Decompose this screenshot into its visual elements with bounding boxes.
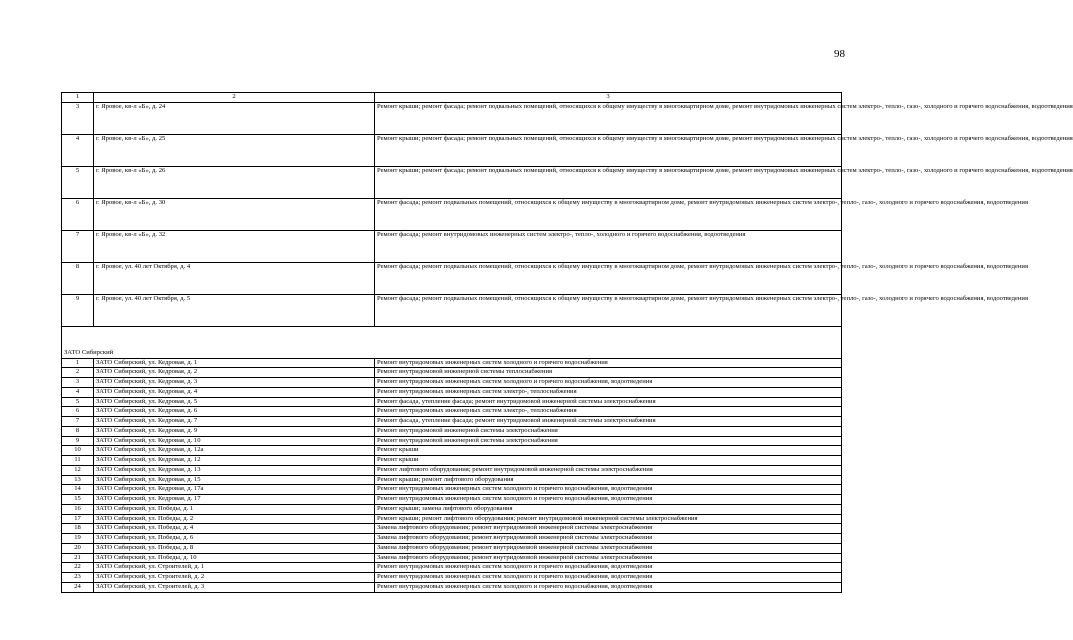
- table-row: [62, 582, 842, 592]
- table-body: [62, 93, 1073, 593]
- row-address: ЗАТО Сибирский, ул. Победы, д. 2: [94, 514, 375, 524]
- row-number: 18: [62, 524, 94, 534]
- row-number: 11: [62, 456, 94, 466]
- section-row: [62, 326, 842, 358]
- row-work: Ремонт внутридомовой инженерной системы электроснабжения: [375, 436, 842, 446]
- row-work: Ремонт внутридомовой инженерной системы электроснабжения: [375, 426, 842, 436]
- row-address: ЗАТО Сибирский, ул. Победы, д. 4: [94, 524, 375, 534]
- row-work: Ремонт внутридомовых инженерных систем холодного и горячего водоснабжения, водоотведения: [375, 485, 842, 495]
- table-row: [62, 446, 842, 456]
- table-row: [62, 198, 842, 230]
- row-work: Ремонт внутридомовых инженерных систем холодного и горячего водоснабжения, водоотведения: [375, 582, 842, 592]
- row-work: Ремонт крыши; замена лифтового оборудования: [375, 504, 842, 514]
- row-number: 15: [62, 495, 94, 505]
- header-cell-3: 3: [375, 93, 842, 103]
- row-number: 7: [62, 417, 94, 427]
- row-work: Ремонт крыши: [375, 446, 842, 456]
- row-number: 5: [62, 166, 94, 198]
- row-address: ЗАТО Сибирский, ул. Кедровая, д. 6: [94, 407, 375, 417]
- row-number: 3: [62, 102, 94, 134]
- section-title: ЗАТО Сибирский: [62, 326, 842, 358]
- row-work: Ремонт крыши; ремонт фасада; ремонт подвальных помещений, относящихся к общему имуществу в многоквартирном доме, ремонт внутридомовых инженерных систем электро-, тепло-, газо-, холодного и горячего водоснабжения, водоотведения: [375, 166, 842, 198]
- row-work: Ремонт крыши; ремонт лифтового оборудования; ремонт внутридомовой инженерной системы электроснабжения: [375, 514, 842, 524]
- table-row: [62, 563, 842, 573]
- row-work: Ремонт крыши: [375, 456, 842, 466]
- row-address: ЗАТО Сибирский, ул. Победы, д. 8: [94, 543, 375, 553]
- row-work: Замена лифтового оборудования; ремонт внутридомовой инженерной системы электроснабжения: [375, 534, 842, 544]
- row-work: Ремонт фасада; ремонт подвальных помещений, относящихся к общему имуществу в многоквартирном доме, ремонт внутридомовых инженерных систем электро-, тепло-, газо-, холодного и горячего водоснабжения, водоотведения: [375, 294, 842, 326]
- row-address: г. Яровое, ул. 40 лет Октября, д. 5: [94, 294, 375, 326]
- table-row: [62, 504, 842, 514]
- table-row: [62, 368, 842, 378]
- row-work: Ремонт внутридомовых инженерных систем холодного и горячего водоснабжения, водоотведения: [375, 378, 842, 388]
- row-number: 16: [62, 504, 94, 514]
- row-address: ЗАТО Сибирский, ул. Строителей, д. 1: [94, 563, 375, 573]
- table-row: [62, 553, 842, 563]
- table-row: [62, 485, 842, 495]
- header-row: [62, 93, 842, 103]
- row-number: 17: [62, 514, 94, 524]
- row-work: Ремонт фасада; ремонт подвальных помещений, относящихся к общему имуществу в многоквартирном доме, ремонт внутридомовых инженерных систем электро-, тепло-, газо-, холодного и горячего водоснабжения, водоотведения: [375, 262, 842, 294]
- table-row: [62, 166, 842, 198]
- row-work: Ремонт внутридомовой инженерной системы теплоснабжения: [375, 368, 842, 378]
- row-work: Ремонт крыши; ремонт лифтового оборудования: [375, 475, 842, 485]
- row-address: ЗАТО Сибирский, ул. Кедровая, д. 13: [94, 465, 375, 475]
- table-row: [62, 524, 842, 534]
- row-address: ЗАТО Сибирский, ул. Кедровая, д. 1: [94, 358, 375, 368]
- table-row: [62, 426, 842, 436]
- table-row: [62, 514, 842, 524]
- row-work: Замена лифтового оборудования; ремонт внутридомовой инженерной системы электроснабжения: [375, 553, 842, 563]
- row-number: 7: [62, 230, 94, 262]
- row-number: 9: [62, 436, 94, 446]
- row-number: 13: [62, 475, 94, 485]
- row-number: 4: [62, 387, 94, 397]
- repair-table: [61, 92, 1073, 593]
- row-work: Ремонт фасада, утепление фасада; ремонт внутридомовой инженерной системы электроснабжения: [375, 417, 842, 427]
- row-number: 14: [62, 485, 94, 495]
- row-number: 5: [62, 397, 94, 407]
- page-number: 98: [834, 48, 845, 60]
- row-number: 6: [62, 407, 94, 417]
- row-number: 22: [62, 563, 94, 573]
- row-address: ЗАТО Сибирский, ул. Кедровая, д. 17а: [94, 485, 375, 495]
- row-work: Ремонт внутридомовых инженерных систем электро-, теплоснабжения: [375, 387, 842, 397]
- row-address: ЗАТО Сибирский, ул. Кедровая, д. 9: [94, 426, 375, 436]
- row-work: Замена лифтового оборудования; ремонт внутридомовой инженерной системы электроснабжения: [375, 524, 842, 534]
- table-row: [62, 358, 842, 368]
- table-row: [62, 230, 842, 262]
- table-row: [62, 407, 842, 417]
- row-number: 1: [62, 358, 94, 368]
- table-row: [62, 387, 842, 397]
- row-work: Ремонт фасада; ремонт подвальных помещений, относящихся к общему имуществу в многоквартирном доме, ремонт внутридомовых инженерных систем электро-, тепло-, газо-, холодного и горячего водоснабжения, водоотведения: [375, 198, 842, 230]
- row-work: Ремонт лифтового оборудования; ремонт внутридомовой инженерной системы электроснабжения: [375, 465, 842, 475]
- header-cell-1: 1: [62, 93, 94, 103]
- table-row: [62, 465, 842, 475]
- table-row: [62, 134, 842, 166]
- row-address: ЗАТО Сибирский, ул. Кедровая, д. 12а: [94, 446, 375, 456]
- row-number: 6: [62, 198, 94, 230]
- row-address: ЗАТО Сибирский, ул. Кедровая, д. 4: [94, 387, 375, 397]
- row-number: 20: [62, 543, 94, 553]
- table-row: [62, 294, 842, 326]
- table-row: [62, 436, 842, 446]
- row-address: ЗАТО Сибирский, ул. Кедровая, д. 3: [94, 378, 375, 388]
- row-address: ЗАТО Сибирский, ул. Кедровая, д. 2: [94, 368, 375, 378]
- row-number: 8: [62, 426, 94, 436]
- row-work: Ремонт внутридомовых инженерных систем холодного и горячего водоснабжения, водоотведения: [375, 573, 842, 583]
- row-address: г. Яровое, кв-л «Б», д. 26: [94, 166, 375, 198]
- row-work: Ремонт фасада; ремонт внутридомовых инженерных систем электро-, тепло-, холодного и горячего водоснабжения, водоотведения: [375, 230, 842, 262]
- row-address: г. Яровое, кв-л «Б», д. 25: [94, 134, 375, 166]
- table-row: [62, 456, 842, 466]
- header-cell-2: 2: [94, 93, 375, 103]
- row-address: ЗАТО Сибирский, ул. Кедровая, д. 17: [94, 495, 375, 505]
- row-address: ЗАТО Сибирский, ул. Кедровая, д. 10: [94, 436, 375, 446]
- row-number: 23: [62, 573, 94, 583]
- row-address: ЗАТО Сибирский, ул. Кедровая, д. 7: [94, 417, 375, 427]
- row-address: ЗАТО Сибирский, ул. Строителей, д. 2: [94, 573, 375, 583]
- row-number: 4: [62, 134, 94, 166]
- row-number: 8: [62, 262, 94, 294]
- table-row: [62, 397, 842, 407]
- table-row: [62, 573, 842, 583]
- row-work: Ремонт крыши; ремонт фасада; ремонт подвальных помещений, относящихся к общему имуществу в многоквартирном доме, ремонт внутридомовых инженерных систем электро-, тепло-, газо-, холодного и горячего водоснабжения, водоотведения: [375, 134, 842, 166]
- table-row: [62, 262, 842, 294]
- table-row: [62, 543, 842, 553]
- row-number: 12: [62, 465, 94, 475]
- row-address: ЗАТО Сибирский, ул. Кедровая, д. 5: [94, 397, 375, 407]
- row-work: Ремонт фасада, утепление фасада; ремонт внутридомовой инженерной системы электроснабжения: [375, 397, 842, 407]
- row-address: ЗАТО Сибирский, ул. Победы, д. 1: [94, 504, 375, 514]
- table-row: [62, 378, 842, 388]
- table-row: [62, 534, 842, 544]
- row-work: Ремонт крыши; ремонт фасада; ремонт подвальных помещений, относящихся к общему имуществу в многоквартирном доме, ремонт внутридомовых инженерных систем электро-, тепло-, газо-, холодного и горячего водоснабжения, водоотведения: [375, 102, 842, 134]
- row-address: ЗАТО Сибирский, ул. Победы, д. 6: [94, 534, 375, 544]
- table-row: [62, 495, 842, 505]
- table-row: [62, 417, 842, 427]
- row-number: 21: [62, 553, 94, 563]
- table-row: [62, 475, 842, 485]
- row-work: Ремонт внутридомовых инженерных систем электро-, теплоснабжения: [375, 407, 842, 417]
- row-work: Ремонт внутридомовых инженерных систем холодного и горячего водоснабжения, водоотведения: [375, 495, 842, 505]
- row-number: 24: [62, 582, 94, 592]
- row-number: 10: [62, 446, 94, 456]
- row-address: ЗАТО Сибирский, ул. Победы, д. 10: [94, 553, 375, 563]
- row-address: ЗАТО Сибирский, ул. Кедровая, д. 12: [94, 456, 375, 466]
- row-address: ЗАТО Сибирский, ул. Кедровая, д. 15: [94, 475, 375, 485]
- row-address: г. Яровое, ул. 40 лет Октября, д. 4: [94, 262, 375, 294]
- row-number: 9: [62, 294, 94, 326]
- row-number: 19: [62, 534, 94, 544]
- row-address: г. Яровое, кв-л «Б», д. 32: [94, 230, 375, 262]
- row-address: г. Яровое, кв-л «Б», д. 24: [94, 102, 375, 134]
- row-address: г. Яровое, кв-л «Б», д. 30: [94, 198, 375, 230]
- row-number: 3: [62, 378, 94, 388]
- table-row: [62, 102, 842, 134]
- row-work: Ремонт внутридомовых инженерных систем холодного и горячего водоснабжения, водоотведения: [375, 563, 842, 573]
- row-work: Ремонт внутридомовых инженерных систем холодного и горячего водоснабжения: [375, 358, 842, 368]
- row-address: ЗАТО Сибирский, ул. Строителей, д. 3: [94, 582, 375, 592]
- row-number: 2: [62, 368, 94, 378]
- row-work: Замена лифтового оборудования; ремонт внутридомовой инженерной системы электроснабжения: [375, 543, 842, 553]
